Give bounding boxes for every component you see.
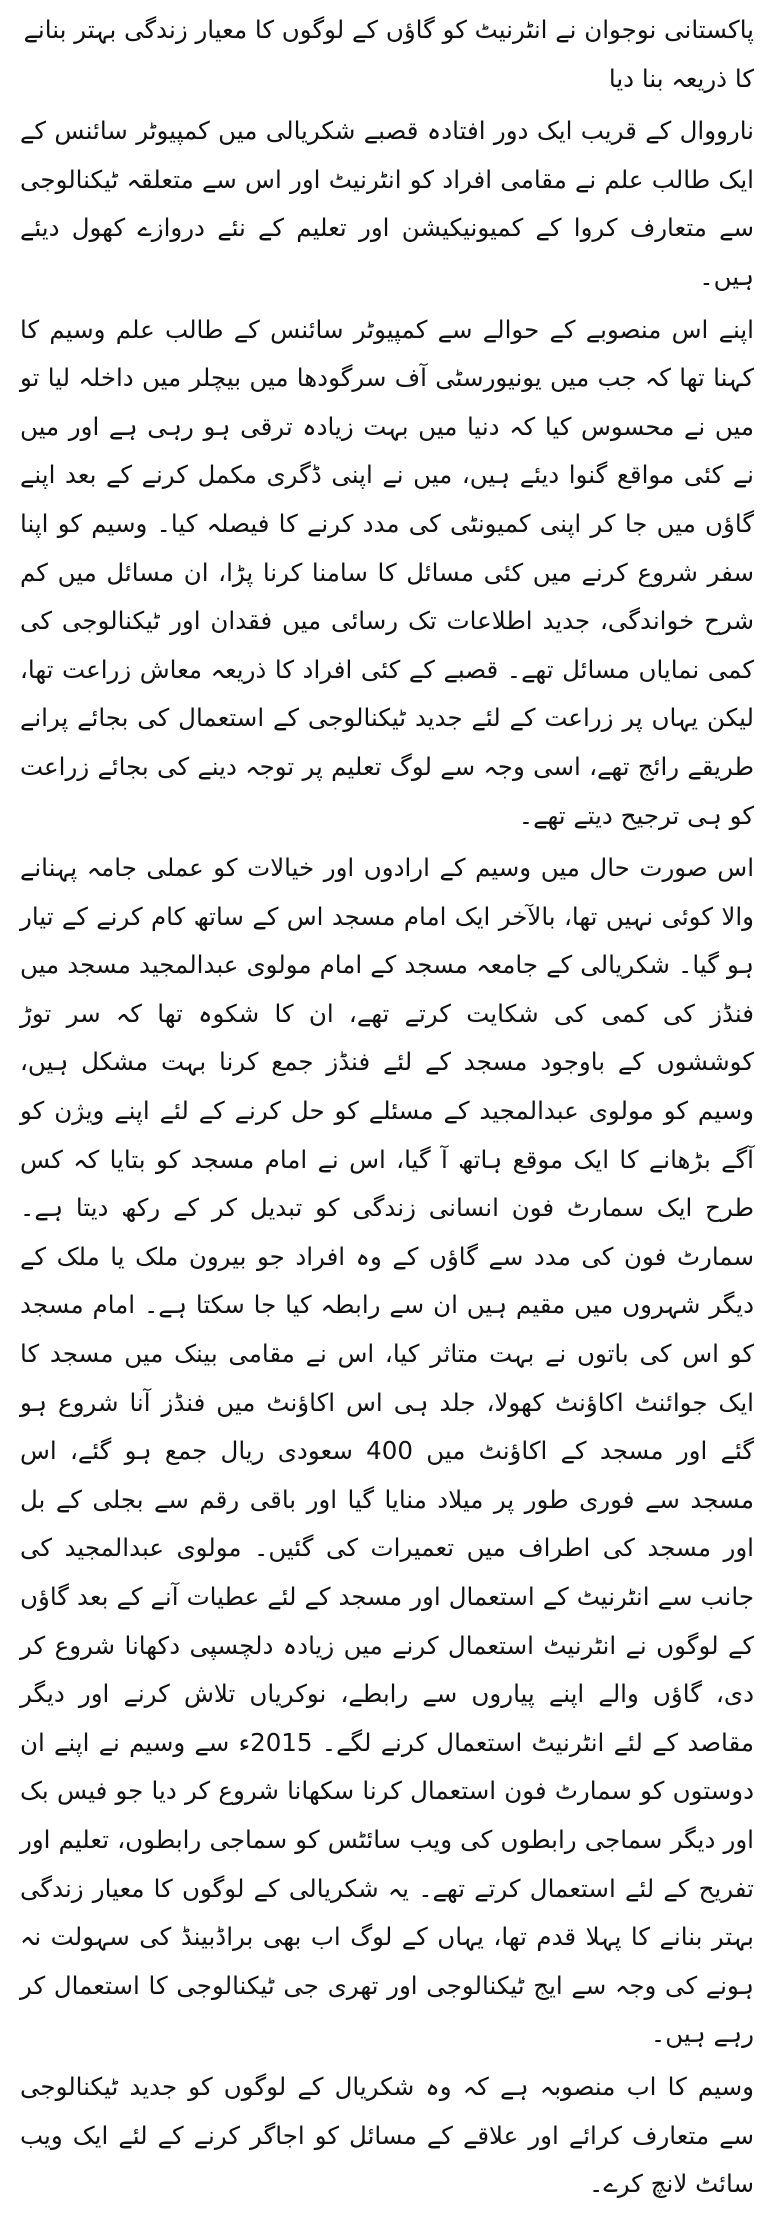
- article-paragraph: وسیم کا اب منصوبہ ہے کہ وہ شکریال کے لوگوں کو جدید ٹیکنالوجی سے متعارف کرائے اور علاقے کے مسائل کو اجاگر کرنے کے لئے ایک ویب سائٹ لانچ کرے۔: [20, 2071, 754, 2199]
- article-body: [20, 6, 754, 2213]
- article-paragraph: نارووال کے قریب ایک دور افتادہ قصبے شکریالی میں کمپیوٹر سائنس کے ایک طالب علم نے مقامی افراد کو انٹرنیٹ اور اس سے متعلقہ ٹیکنالوجی سے متعارف کروا کے کمیونیکیشن اور تعلیم کے نئے دروازے کھول دیئے ہیں۔: [20, 116, 754, 291]
- article-title: پاکستانی نوجوان نے انٹرنیٹ کو گاؤں کے لوگوں کا معیار زندگی بہتر بنانے کا ذریعہ بنا دیا: [23, 15, 754, 93]
- article-paragraph: اپنے اس منصوبے کے حوالے سے کمپیوٹر سائنس کے طالب علم وسیم کا کہنا تھا کہ جب میں یونیورسٹی آف سرگودھا میں بیچلر میں داخلہ لیا تو میں نے محسوس کیا کہ دنیا میں بہت زیادہ ترقی ہو رہی ہے اور میں نے کئی مواقع گنوا دیئے ہیں، میں نے اپنی ڈگری مکمل کرنے کے بعد اپنے گاؤں میں جا کر اپنی کمیونٹی کی مدد کرنے کا فیصلہ کیا۔ وسیم کو اپنا سفر شروع کرنے میں کئی مسائل کا سامنا کرنا پڑا، ان مسائل میں کم شرح خواندگی، جدید اطلاعات تک رسائی میں فقدان اور ٹیکنالوجی کی کمی نمایاں مسائل تھے۔ قصبے کے کئی افراد کا ذریعہ معاش زراعت تھا، لیکن یہاں پر زراعت کے لئے جدید ٹیکنالوجی کے استعمال کی بجائے پرانے طریقے رائج تھے، اسی وجہ سے لوگ تعلیم پر توجہ دینے کی بجائے زراعت کو ہی ترجیح دیتے تھے۔: [20, 314, 754, 830]
- article-paragraph: اس صورت حال میں وسیم کے ارادوں اور خیالات کو عملی جامہ پہنانے والا کوئی نہیں تھا، بالآخر ایک امام مسجد اس کے ساتھ کام کرنے کے تیار ہو گیا۔ شکریالی کے جامعہ مسجد کے امام مولوی عبدالمجید مسجد میں فنڈز کی کمی کی شکایت کرتے تھے، ان کا شکوہ تھا کہ سر توڑ کوششوں کے باوجود مسجد کے لئے فنڈز جمع کرنا بہت مشکل ہیں، وسیم کو مولوی عبدالمجید کے مسئلے کو حل کرنے کے لئے اپنے ویژن کو آگے بڑھانے کا ایک موقع ہاتھ آ گیا، اس نے امام مسجد کو بتایا کہ کس طرح ایک سمارٹ فون انسانی زندگی کو تبدیل کر کے رکھ دیتا ہے۔ سمارٹ فون کی مدد سے گاؤں کے وہ افراد جو بیرون ملک یا ملک کے دیگر شہروں میں مقیم ہیں ان سے رابطہ کیا جا سکتا ہے۔ امام مسجد کو اس کی باتوں نے بہت متاثر کیا، اس نے مقامی بینک میں مسجد کا ایک جوائنٹ اکاؤنٹ کھولا، جلد ہی اس اکاؤنٹ میں فنڈز آنا شروع ہو گئے اور مسجد کے اکاؤنٹ میں 400 سعودی ریال جمع ہو گئے، اس مسجد سے فوری طور پر میلاد منایا گیا اور باقی رقم سے بجلی کے بل اور مسجد کی اطراف میں تعمیرات کی گئیں۔ مولوی عبدالمجید کی جانب سے انٹرنیٹ کے استعمال اور مسجد کے لئے عطیات آنے کے بعد گاؤں کے لوگوں نے انٹرنیٹ استعمال کرنے میں زیادہ دلچسپی دکھانا شروع کر دی، گاؤں والے اپنے پیاروں سے رابطے، نوکریاں تلاش کرنے اور دیگر مقاصد کے لئے انٹرنیٹ استعمال کرنے لگے۔ 2015ء سے وسیم نے اپنے ان دوستوں کو سمارٹ فون استعمال کرنا سکھانا شروع کر دیا جو فیس بک اور دیگر سماجی رابطوں کی ویب سائٹس کو سماجی رابطوں، تعلیم اور تفریح کے لئے استعمال کرتے تھے۔ یہ شکریالی کے لوگوں کا معیار زندگی بہتر بنانے کا پہلا قدم تھا، یہاں کے لوگ اب بھی براڈبینڈ کی سہولت نہ ہونے کی وجہ سے ایج ٹیکنالوجی اور تھری جی ٹیکنالوجی کا استعمال کر رہے ہیں۔: [20, 853, 754, 2049]
